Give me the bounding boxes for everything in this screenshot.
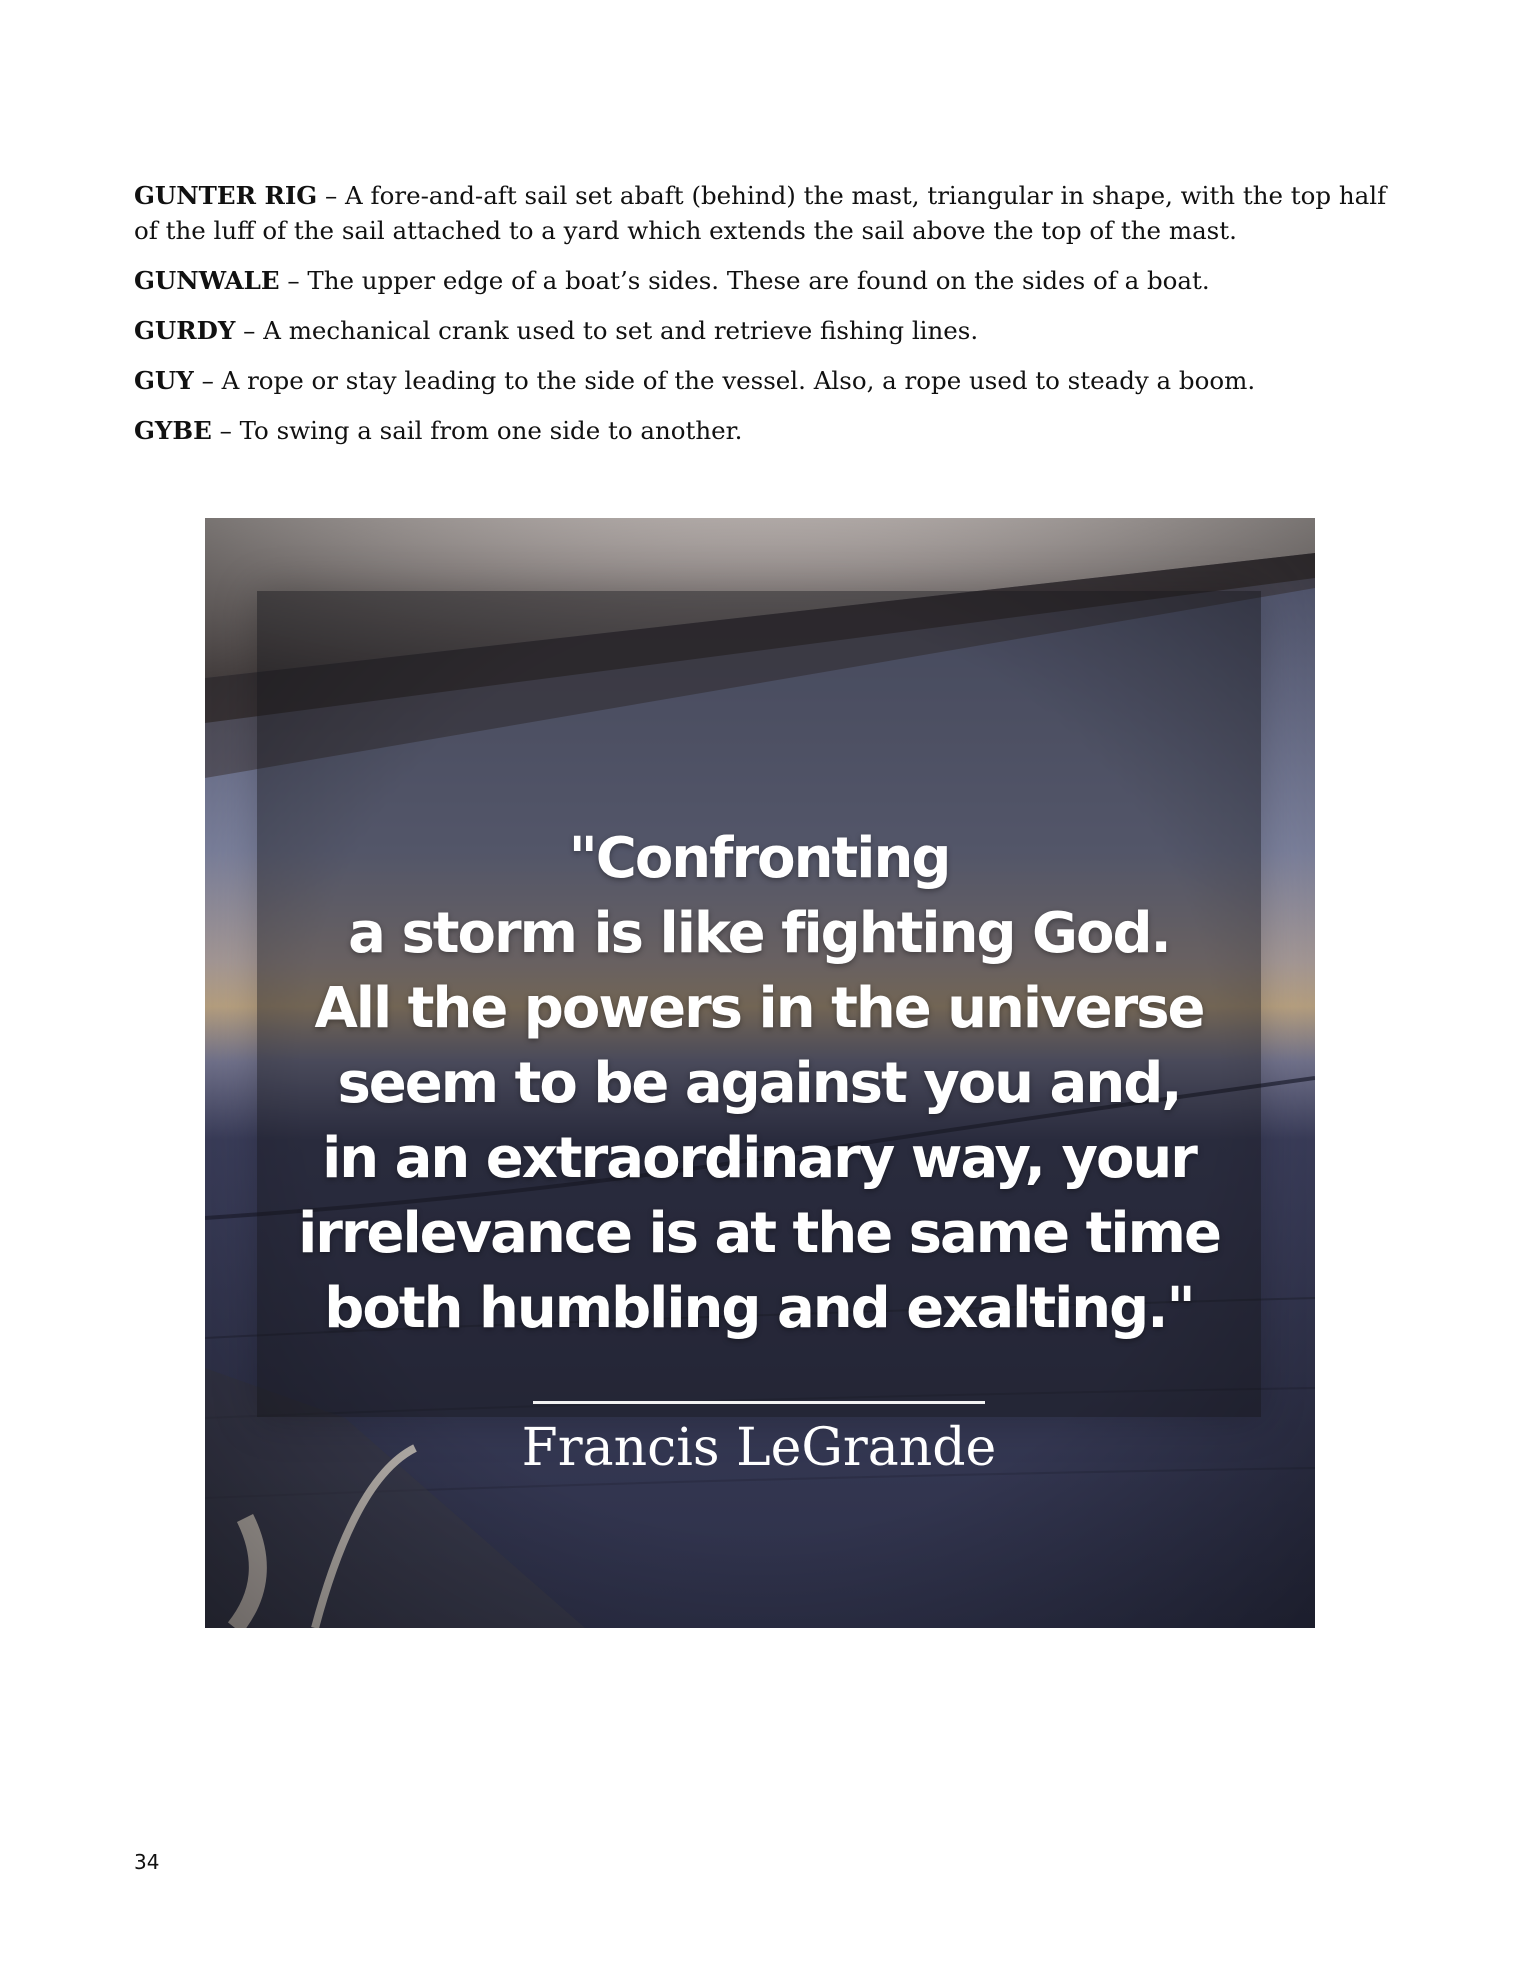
glossary-definition: – A fore-and-aft sail set abaft (behind) the mast, triangular in shape, with the top half of the luff of the sail attached to a yard which extends the sail above the top of the mast. xyxy=(134,181,1387,245)
glossary-definition: – The upper edge of a boat’s sides. These are found on the sides of a boat. xyxy=(279,266,1210,295)
glossary-definition: – A mechanical crank used to set and retrieve fishing lines. xyxy=(235,316,979,345)
page-number: 34 xyxy=(134,1850,160,1874)
quote-overlay xyxy=(257,591,1261,1478)
glossary-entry-gunter-rig xyxy=(134,178,1394,248)
glossary-entry-gunwale xyxy=(134,263,1394,298)
glossary-entry-gybe xyxy=(134,413,1394,448)
quote-author: Francis LeGrande xyxy=(521,1418,997,1478)
glossary-entries xyxy=(134,178,1394,463)
glossary-term: GYBE xyxy=(134,416,212,445)
glossary-term: GURDY xyxy=(134,316,236,345)
glossary-term: GUY xyxy=(134,366,194,395)
glossary-definition: – A rope or stay leading to the side of the vessel. Also, a rope used to steady a boom. xyxy=(193,366,1256,395)
glossary-term: GUNWALE xyxy=(134,266,280,295)
glossary-entry-gurdy xyxy=(134,313,1394,348)
quote-image xyxy=(205,518,1315,1628)
quote-text: "Confronting a storm is like fighting God. All the powers in the universe seem to be against you and, in an extraordinary way, your irrelevance is at the same time both humbling and exalting." xyxy=(298,826,1220,1341)
glossary-term: GUNTER RIG xyxy=(134,181,318,210)
quote-divider xyxy=(533,1401,985,1404)
glossary-definition: – To swing a sail from one side to another. xyxy=(211,416,743,445)
glossary-entry-guy xyxy=(134,363,1394,398)
